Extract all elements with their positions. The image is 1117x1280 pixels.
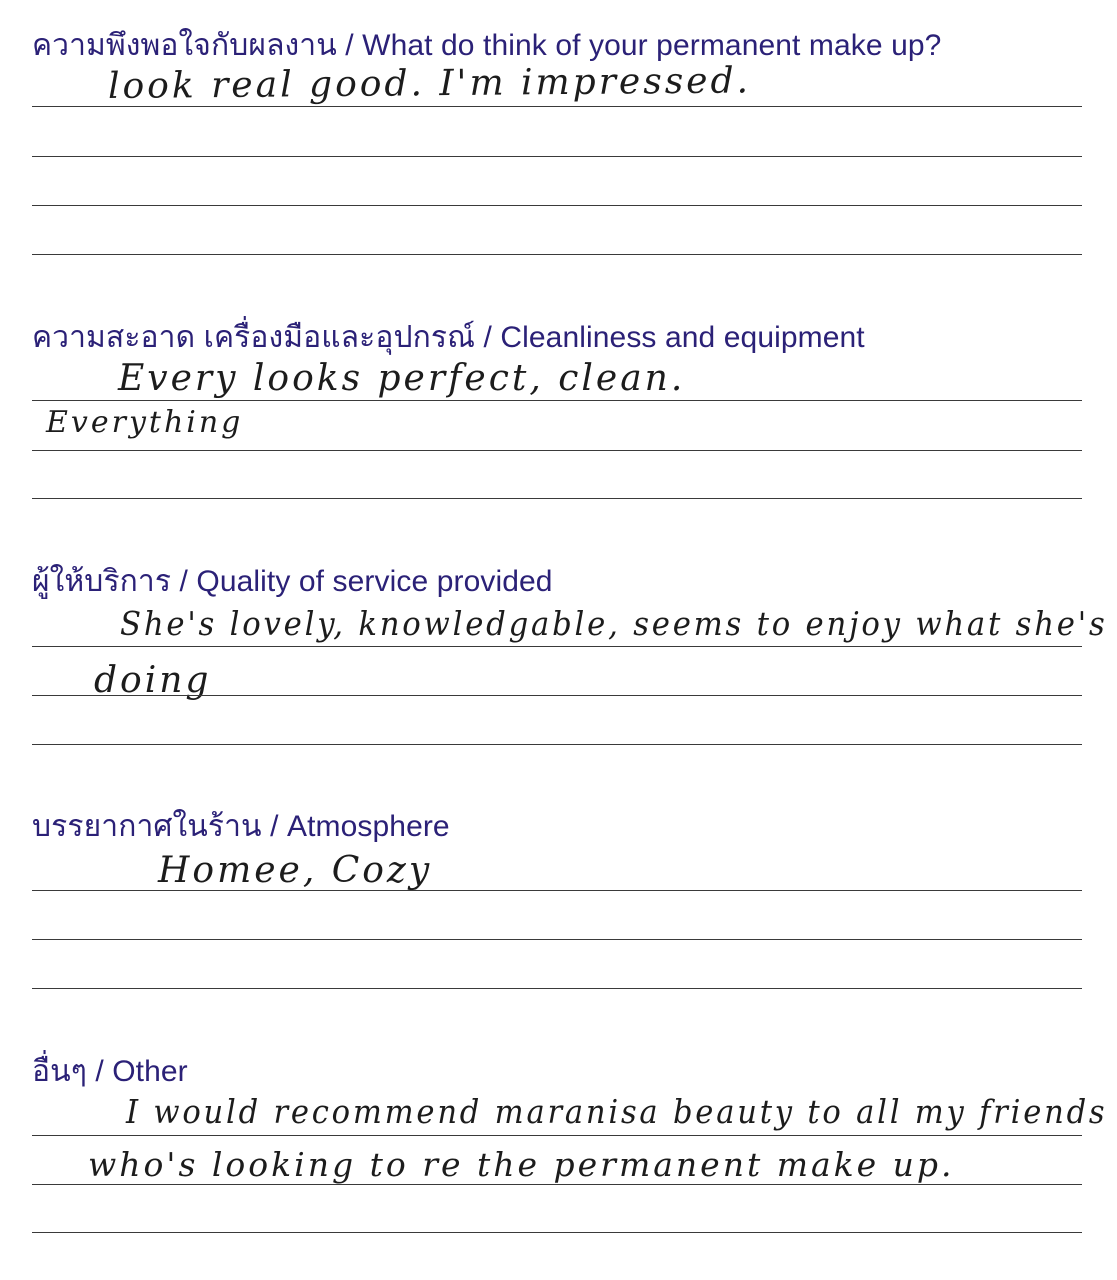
handwritten-answer: She's lovely, knowledgable, seems to enjoy what she's (120, 604, 1108, 643)
answer-line (32, 106, 1082, 107)
section-heading-other: อื่นๆ / Other (32, 1055, 188, 1088)
section-heading-satisfaction: ความพึงพอใจกับผลงาน / What do think of your permanent make up? (32, 29, 942, 62)
answer-line (32, 450, 1082, 451)
handwritten-answer: Every looks perfect, clean. (118, 358, 686, 399)
answer-line (32, 156, 1082, 157)
answer-line (32, 1232, 1082, 1233)
section-heading-atmosphere: บรรยากาศในร้าน / Atmosphere (32, 810, 450, 843)
handwritten-answer: Homee, Cozy (158, 850, 433, 891)
answer-line (32, 254, 1082, 255)
handwritten-answer: Everything (46, 405, 244, 440)
answer-line (32, 939, 1082, 940)
section-heading-cleanliness: ความสะอาด เครื่องมือและอุปกรณ์ / Cleanliness and equipment (32, 321, 865, 354)
answer-line (32, 1184, 1082, 1185)
handwritten-answer: who's looking to re the permanent make up. (88, 1145, 955, 1184)
answer-line (32, 1135, 1082, 1136)
answer-line (32, 988, 1082, 989)
answer-line (32, 498, 1082, 499)
handwritten-answer: look real good. I'm impressed. (107, 60, 752, 107)
answer-line (32, 400, 1082, 401)
answer-line (32, 205, 1082, 206)
section-heading-service: ผู้ให้บริการ / Quality of service provided (32, 565, 553, 598)
answer-line (32, 744, 1082, 745)
handwritten-answer: doing (94, 660, 212, 701)
answer-line (32, 890, 1082, 891)
handwritten-answer: I would recommend maranisa beauty to all my friends (126, 1092, 1108, 1131)
answer-line (32, 646, 1082, 647)
answer-line (32, 695, 1082, 696)
